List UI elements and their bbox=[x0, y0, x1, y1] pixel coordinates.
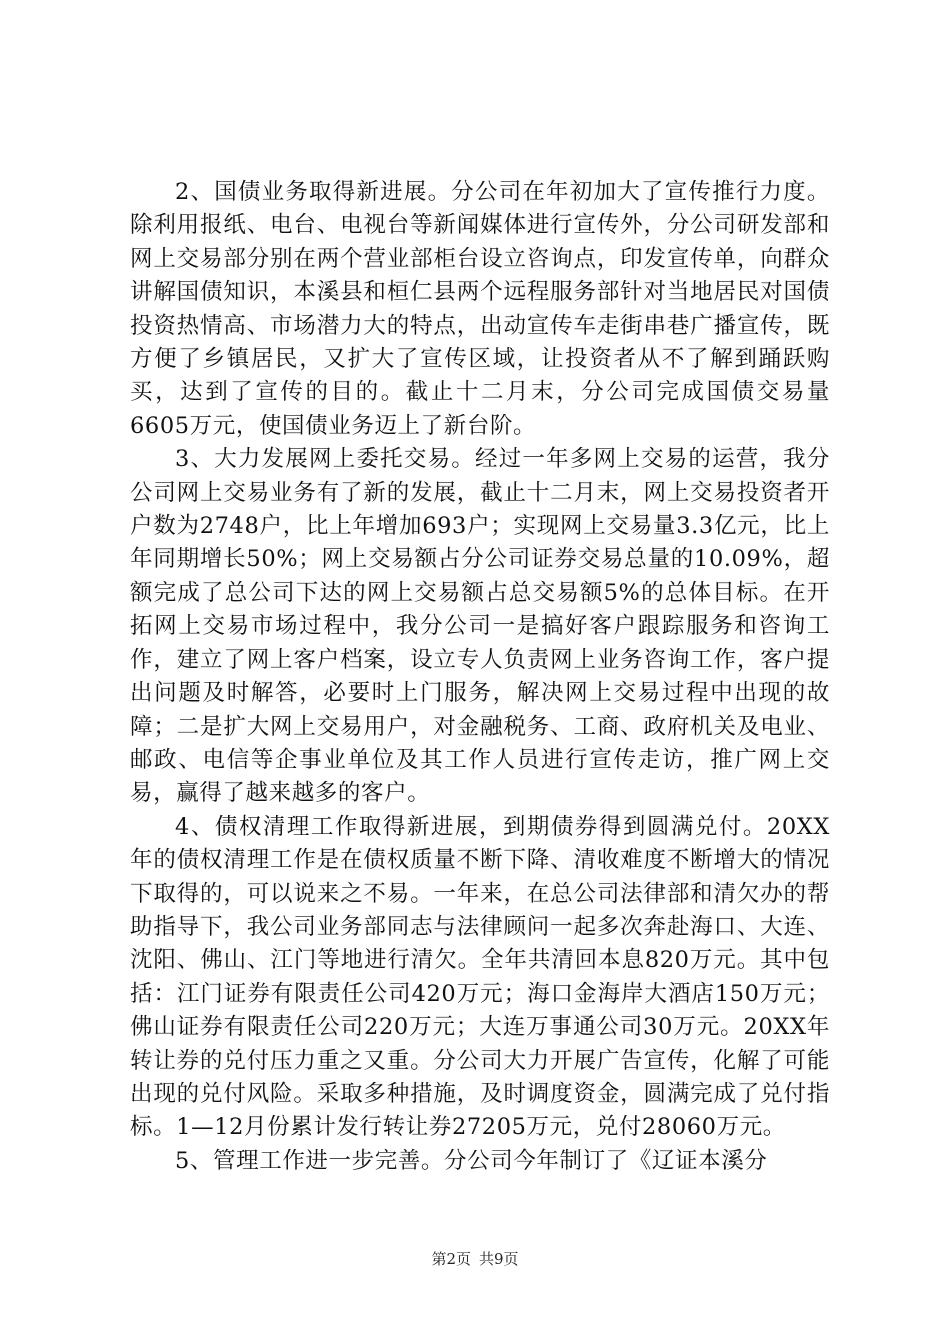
paragraph-management: 5、管理工作进一步完善。分公司今年制订了《辽证本溪分 bbox=[175, 1147, 768, 1174]
page-number: 第2页 bbox=[431, 1250, 471, 1268]
page-footer bbox=[0, 1248, 950, 1269]
document-body bbox=[130, 176, 830, 1178]
page-total: 共9页 bbox=[479, 1250, 519, 1268]
paragraph-treasury-bonds: 2、国债业务取得新进展。分公司在年初加大了宣传推行力度。除利用报纸、电台、电视台等新闻媒体进行宣传外，分公司研发部和网上交易部分别在两个营业部柜台设立咨询点，印发宣传单，向群众讲解国债知识，本溪县和桓仁县两个远程服务部针对当地居民对国债投资热情高、市场潜力大的特点，出动宣传车走街串巷广播宣传，既方便了乡镇居民，又扩大了宣传区域，让投资者从不了解到踊跃购买，达到了宣传的目的。截止十二月末，分公司完成国债交易量6605万元，使国债业务迈上了新台阶。 bbox=[130, 179, 830, 439]
paragraph-debt-clearance: 4、债权清理工作取得新进展，到期债券得到圆满兑付。20XX年的债权清理工作是在债权质量不断下降、清收难度不断增大的情况下取得的，可以说来之不易。一年来，在总公司法律部和清欠办的帮助指导下，我公司业务部同志与法律顾问一起多次奔赴海口、大连、沈阳、佛山、江门等地进行清欠。全年共清回本息820万元。其中包括：江门证券有限责任公司420万元；海口金海岸大酒店150万元；佛山证券有限责任公司220万元；大连万事通公司30万元。20XX年转让券的兑付压力重之又重。分公司大力开展广告宣传，化解了可能出现的兑付风险。采取多种措施，及时调度资金，圆满完成了兑付指标。1—12月份累计发行转让券27205万元，兑付28060万元。 bbox=[130, 813, 830, 1141]
paragraph-online-trading: 3、大力发展网上委托交易。经过一年多网上交易的运营，我分公司网上交易业务有了新的发展，截止十二月末，网上交易投资者开户数为2748户，比上年增加693户；实现网上交易量3.3亿元，比上年同期增长50%；网上交易额占分公司证券交易总量的10.09%，超额完成了总公司下达的网上交易额占总交易额5%的总体目标。在开拓网上交易市场过程中，我分公司一是搞好客户跟踪服务和咨询工作，建立了网上客户档案，设立专人负责网上业务咨询工作，客户提出问题及时解答，必要时上门服务，解决网上交易过程中出现的故障；二是扩大网上交易用户，对金融税务、工商、政府机关及电业、邮政、电信等企事业单位及其工作人员进行宣传走访，推广网上交易，赢得了越来越多的客户。 bbox=[130, 446, 830, 807]
